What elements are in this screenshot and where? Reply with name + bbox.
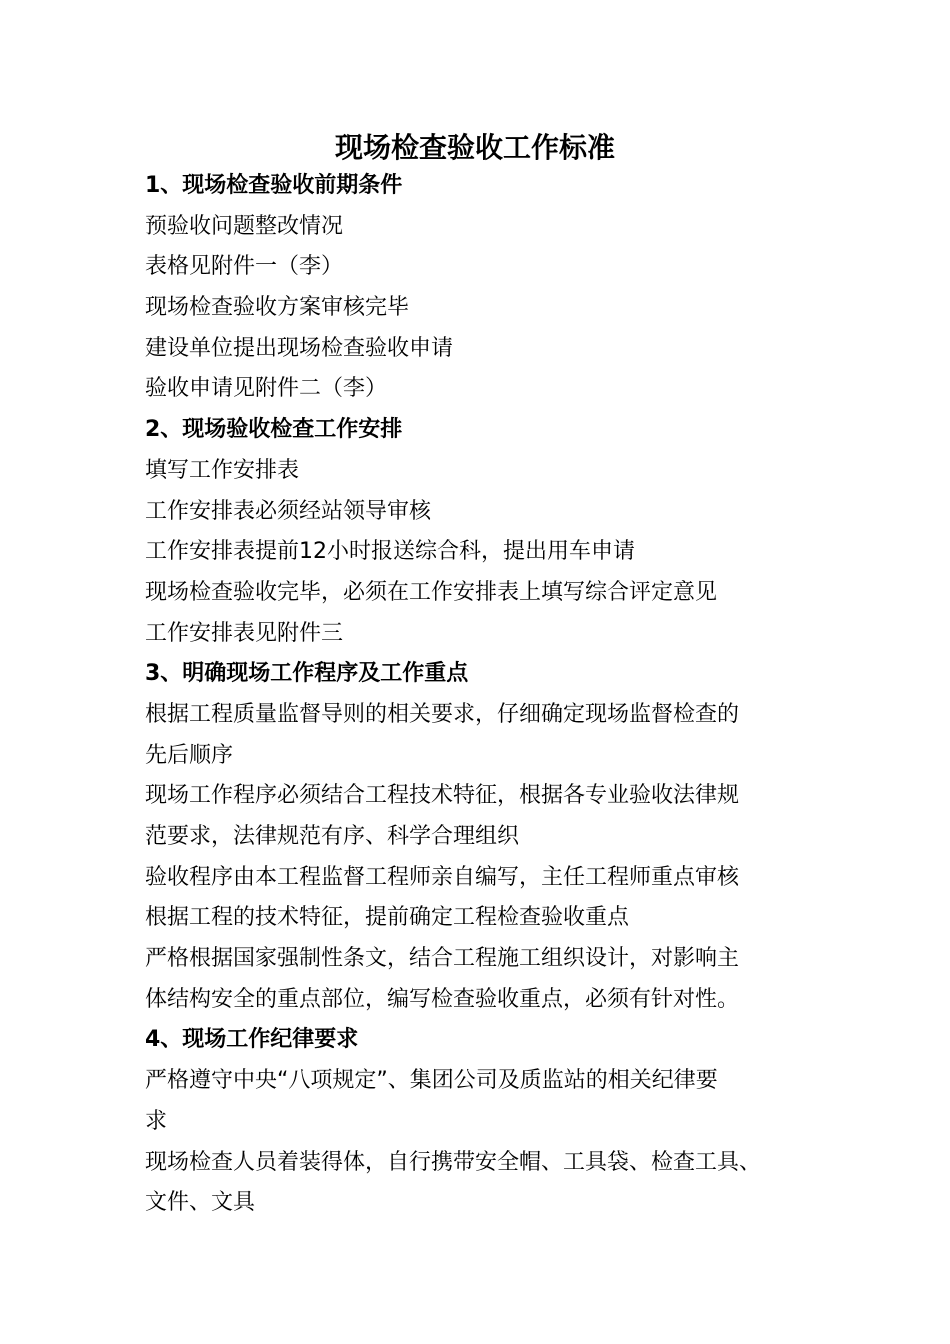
section-3-line: 现场工作程序必须结合工程技术特征，根据各专业验收法律规 — [145, 783, 740, 809]
section-3-line: 验收程序由本工程监督工程师亲自编写，主任工程师重点审核 — [145, 864, 740, 890]
section-2-line: 填写工作安排表 — [145, 457, 300, 483]
section-heading-2: 2、现场验收检查工作安排 — [145, 417, 403, 443]
section-2-line: 工作安排表见附件三 — [145, 620, 344, 646]
section-4-line: 求 — [145, 1108, 168, 1134]
document-body — [145, 166, 835, 1224]
section-2-line: 现场检查验收完毕，必须在工作安排表上填写综合评定意见 — [145, 579, 718, 605]
section-3-line: 根据工程质量监督导则的相关要求，仔细确定现场监督检查的 — [145, 701, 740, 727]
section-2-line: 工作安排表必须经站领导审核 — [145, 498, 432, 524]
section-1-line: 建设单位提出现场检查验收申请 — [145, 335, 454, 361]
section-1-line: 现场检查验收方案审核完毕 — [145, 295, 410, 321]
section-heading-1: 1、现场检查验收前期条件 — [145, 173, 403, 198]
document-title: 现场检查验收工作标准 — [334, 131, 615, 164]
section-3-line: 先后顺序 — [145, 742, 234, 768]
section-1-line: 表格见附件一（李） — [145, 254, 344, 280]
section-4-line: 文件、文具 — [145, 1190, 256, 1216]
section-3-line: 严格根据国家强制性条文，结合工程施工组织设计，对影响主 — [145, 946, 740, 972]
section-4-line: 严格遵守中央“八项规定”、集团公司及质监站的相关纪律要 — [145, 1068, 718, 1094]
section-4-line: 现场检查人员着装得体，自行携带安全帽、工具袋、检查工具、 — [145, 1149, 762, 1175]
section-3-line: 范要求，法律规范有序、科学合理组织 — [145, 824, 520, 849]
section-3-line: 体结构安全的重点部位，编写检查验收重点，必须有针对性。 — [145, 986, 740, 1012]
section-2-line: 工作安排表提前12小时报送综合科，提出用车申请 — [145, 539, 635, 565]
section-3-line: 根据工程的技术特征，提前确定工程检查验收重点 — [145, 905, 630, 931]
section-heading-4: 4、现场工作纪律要求 — [145, 1027, 359, 1053]
section-1-line: 预验收问题整改情况 — [145, 213, 344, 239]
section-1-line: 验收申请见附件二（李） — [145, 376, 388, 402]
section-heading-3: 3、明确现场工作程序及工作重点 — [145, 661, 469, 687]
